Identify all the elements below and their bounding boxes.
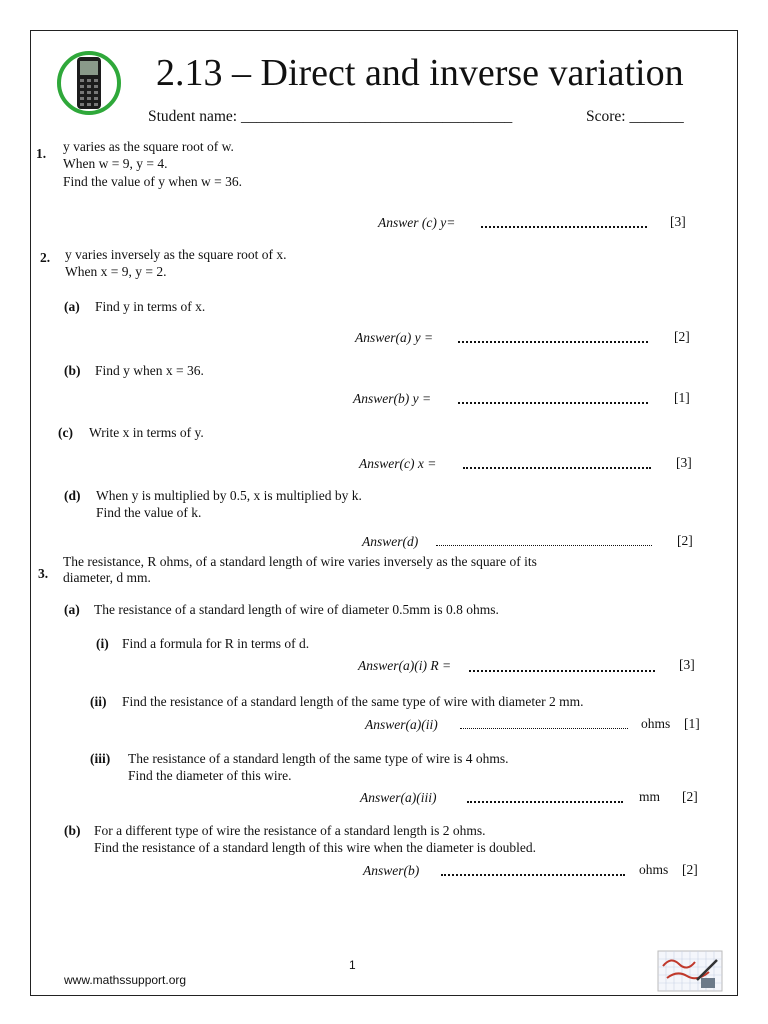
- q3b-answer-label: Answer(b): [363, 863, 420, 878]
- q2b-mark: [1]: [674, 390, 690, 405]
- q3-line-2: diameter, d mm.: [63, 570, 151, 585]
- q3-line-1: The resistance, R ohms, of a standard length of wire varies inversely as the square of its: [63, 554, 537, 569]
- q3aii-mark: [1]: [684, 716, 700, 731]
- q3aii-text: Find the resistance of a standard length of the same type of wire with diameter 2 mm.: [122, 694, 584, 709]
- q3b-text-2: Find the resistance of a standard length of this wire when the diameter is doubled.: [94, 840, 537, 855]
- q3aiii-text-1: The resistance of a standard length of the same type of wire is 4 ohms.: [128, 751, 509, 766]
- q3aiii-label: (iii): [90, 751, 111, 766]
- q2c-text: Write x in terms of y.: [89, 425, 204, 440]
- q2a-answer-field[interactable]: [458, 341, 648, 343]
- score-line: [586, 108, 684, 126]
- page-number: 1: [349, 958, 356, 972]
- question-1-number: 1.: [36, 146, 47, 161]
- student-name-label: Student name:: [148, 108, 241, 125]
- q2-line-2: When x = 9, y = 2.: [65, 264, 167, 279]
- q3b-mark: [2]: [682, 862, 698, 877]
- q1-line-2: When w = 9, y = 4.: [63, 156, 168, 171]
- q2d-answer-field[interactable]: [436, 545, 652, 546]
- q2d-label: (d): [64, 488, 81, 503]
- q3aii-answer-label: Answer(a)(ii): [365, 717, 438, 732]
- q2b-answer-label: Answer(b) y =: [353, 391, 432, 406]
- score-label: Score:: [586, 108, 630, 125]
- q3aii-label: (ii): [90, 694, 107, 709]
- q2c-label: (c): [58, 425, 73, 440]
- q1-line-1: y varies as the square root of w.: [63, 139, 234, 154]
- q2b-label: (b): [64, 363, 81, 378]
- q1-answer-field[interactable]: [481, 226, 647, 228]
- q3aiii-mark: [2]: [682, 789, 698, 804]
- q1-line-3: Find the value of y when w = 36.: [63, 174, 242, 189]
- q2-line-1: y varies inversely as the square root of x.: [65, 247, 287, 262]
- q2d-answer-label: Answer(d): [362, 534, 419, 549]
- q2a-label: (a): [64, 299, 80, 314]
- q2a-mark: [2]: [674, 329, 690, 344]
- maths-support-logo: [657, 950, 723, 992]
- q1-mark: [3]: [670, 214, 686, 229]
- q3aiii-text-2: Find the diameter of this wire.: [128, 768, 292, 783]
- q2d-text-2: Find the value of k.: [96, 505, 202, 520]
- q2c-answer-label: Answer(c) x =: [359, 456, 437, 471]
- footer-url[interactable]: www.mathssupport.org: [64, 973, 187, 987]
- score-field[interactable]: _______: [629, 108, 684, 125]
- student-name-field[interactable]: ___________________________________: [241, 108, 513, 125]
- student-name-line: [148, 108, 512, 126]
- q2d-text-1: When y is multiplied by 0.5, x is multiplied by k.: [96, 488, 362, 503]
- q1-answer-label: Answer (c) y=: [378, 215, 456, 230]
- q2c-answer-field[interactable]: [463, 467, 651, 469]
- q3ai-text: Find a formula for R in terms of d.: [122, 636, 310, 651]
- q2c-mark: [3]: [676, 455, 692, 470]
- q3ai-answer-field[interactable]: [469, 670, 655, 672]
- q3a-label: (a): [64, 602, 80, 617]
- q2b-answer-field[interactable]: [458, 402, 648, 404]
- q2a-text: Find y in terms of x.: [95, 299, 206, 314]
- question-2-number: 2.: [40, 250, 51, 265]
- q3ai-label: (i): [96, 636, 109, 651]
- q3b-unit: ohms: [639, 862, 669, 877]
- q3aii-unit: ohms: [641, 716, 671, 731]
- q3b-answer-field[interactable]: [441, 874, 625, 876]
- q3a-text: The resistance of a standard length of wire of diameter 0.5mm is 0.8 ohms.: [94, 602, 499, 617]
- q2d-mark: [2]: [677, 533, 693, 548]
- question-3-number: 3.: [38, 566, 49, 581]
- q3aii-answer-field[interactable]: [460, 728, 628, 729]
- q2b-text: Find y when x = 36.: [95, 363, 204, 378]
- q3ai-answer-label: Answer(a)(i) R =: [358, 658, 452, 673]
- q3aiii-answer-label: Answer(a)(iii): [360, 790, 437, 805]
- q3b-label: (b): [64, 823, 81, 838]
- q3ai-mark: [3]: [679, 657, 695, 672]
- q3aiii-unit: mm: [639, 789, 661, 804]
- q2a-answer-label: Answer(a) y =: [355, 330, 434, 345]
- q3aiii-answer-field[interactable]: [467, 801, 623, 803]
- page-title: 2.13 – Direct and inverse variation: [156, 52, 684, 94]
- q3b-text-1: For a different type of wire the resistance of a standard length is 2 ohms.: [94, 823, 486, 838]
- calculator-icon: [56, 48, 122, 118]
